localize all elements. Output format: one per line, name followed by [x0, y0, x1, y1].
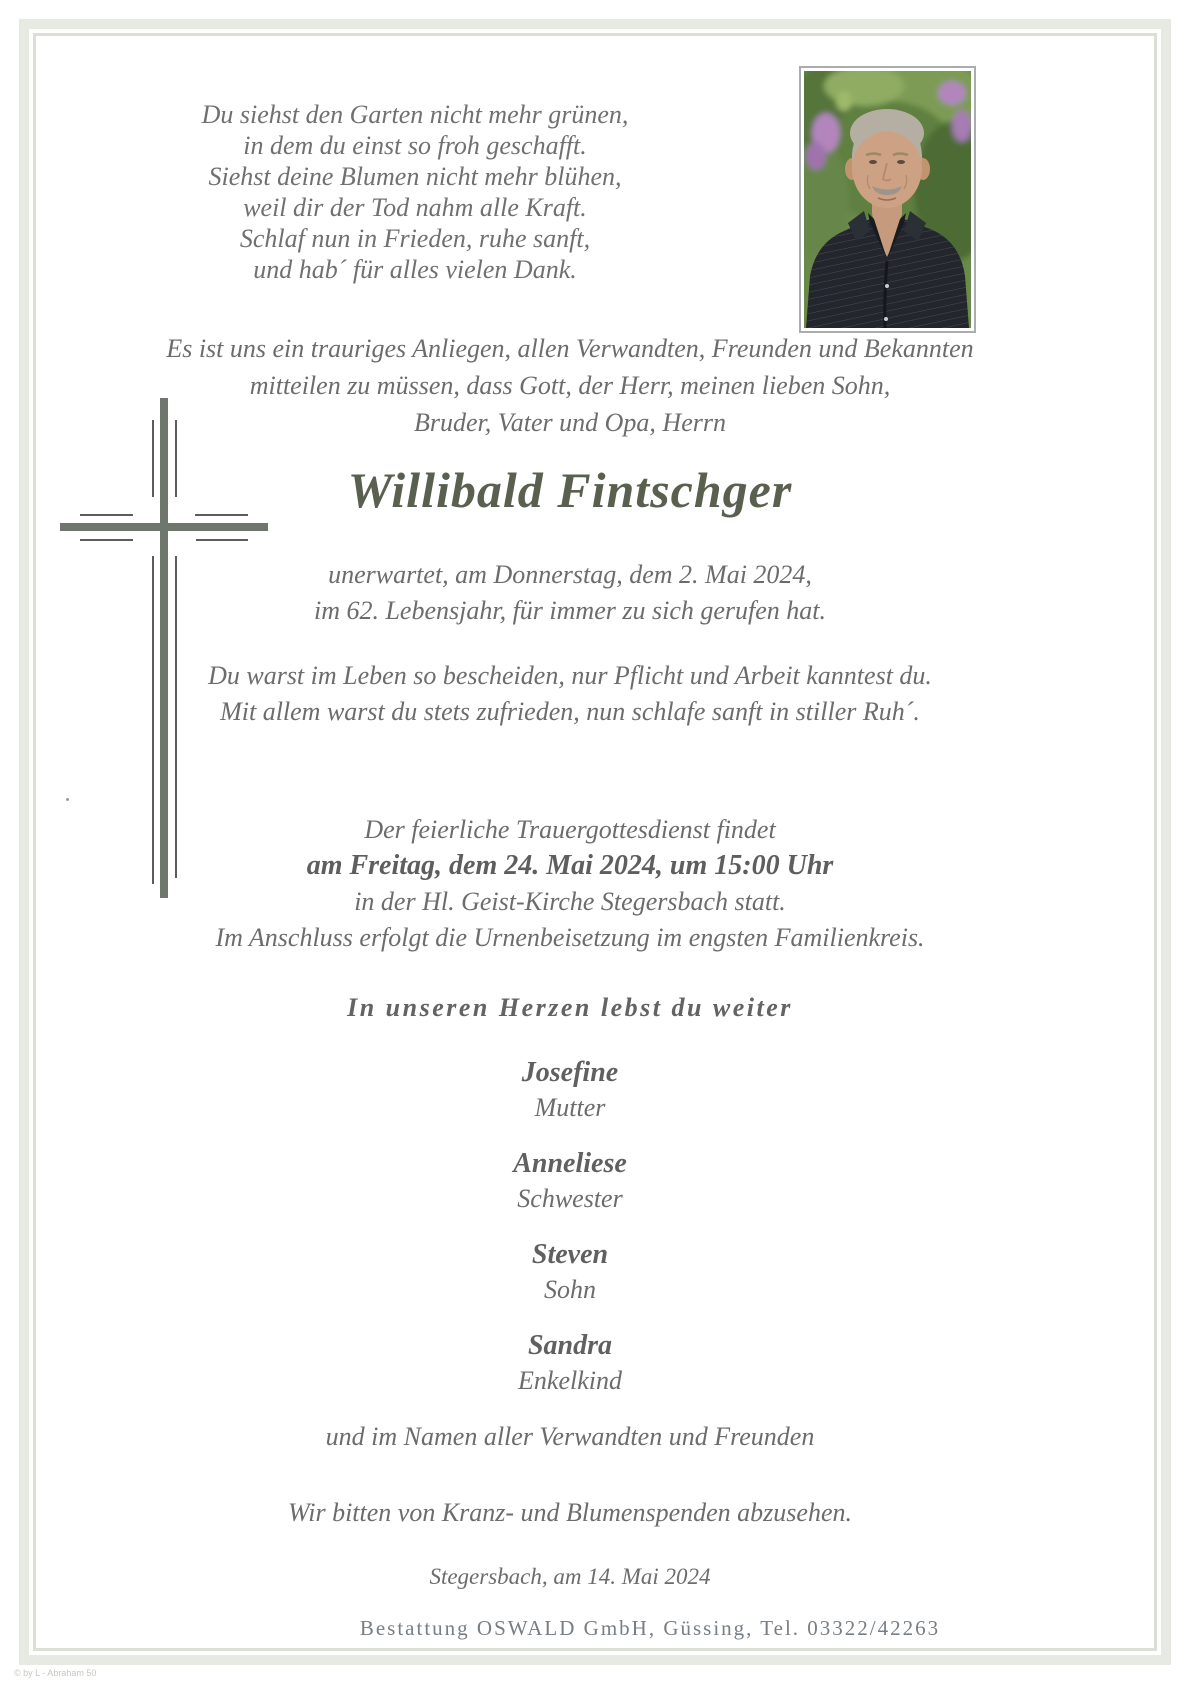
mourner-name: Josefine [521, 1057, 619, 1088]
service-location: in der Hl. Geist-Kirche Stegersbach statt. [354, 887, 786, 916]
service-intro: Der feierliche Trauergottesdienst findet [364, 815, 776, 844]
mourner-entry [95, 1329, 1045, 1397]
mourner-relation: Schwester [517, 1184, 623, 1213]
mourner-relation: Enkelkind [518, 1366, 622, 1395]
service-datetime: am Freitag, dem 24. Mai 2024, um 15:00 Uhr [306, 850, 834, 881]
relatives-line: und im Namen aller Verwandten und Freunden [325, 1422, 815, 1451]
announcement-line: Bruder, Vater und Opa, Herrn [414, 408, 726, 437]
mourner-name: Sandra [527, 1330, 613, 1361]
service-note: Im Anschluss erfolgt die Urnenbeisetzung im engsten Familienkreis. [215, 923, 925, 952]
donation-request-line: Wir bitten von Kranz- und Blumenspenden abzusehen. [288, 1498, 852, 1527]
scan-speck [66, 798, 69, 801]
announcement-line: mitteilen zu müssen, dass Gott, der Herr, meinen lieben Sohn, [249, 371, 891, 400]
poem-line: weil dir der Tod nahm alle Kraft. [243, 193, 587, 222]
death-info-line: unerwartet, am Donnerstag, dem 2. Mai 2024, [328, 560, 812, 589]
portrait-photo-art [804, 71, 971, 328]
announcement-line: Es ist uns ein trauriges Anliegen, allen Verwandten, Freunden und Bekannten [166, 334, 974, 363]
tribute-line: Mit allem warst du stets zufrieden, nun schlafe sanft in stiller Ruh´. [220, 697, 920, 726]
mourner-name: Anneliese [513, 1148, 627, 1179]
mourner-entry [95, 1056, 1045, 1124]
tribute-verse [70, 658, 1070, 730]
mourner-entry [95, 1147, 1045, 1215]
poem-line: Schlaf nun in Frieden, ruhe sanft, [239, 224, 591, 253]
service-details [95, 812, 1045, 956]
poem-line: in dem du einst so froh geschafft. [243, 131, 587, 160]
mourner-name: Steven [531, 1239, 609, 1270]
cross-accent-line [80, 539, 133, 541]
memorial-motto: In unseren Herzen lebst du weiter [347, 993, 793, 1022]
copyright-note: © by L - Abraham 50 [14, 1668, 97, 1678]
mourner-entry [95, 1238, 1045, 1306]
mourner-relation: Mutter [534, 1093, 606, 1122]
cross-horizontal-bar [60, 523, 268, 531]
funeral-home-line: Bestattung OSWALD GmbH, Güssing, Tel. 03322/42263 [359, 1616, 941, 1640]
mourner-relation: Sohn [544, 1275, 596, 1304]
place-date-line: Stegersbach, am 14. Mai 2024 [429, 1564, 711, 1589]
tribute-line: Du warst im Leben so bescheiden, nur Pflicht und Arbeit kanntest du. [208, 661, 932, 690]
announcement-text [70, 330, 1070, 441]
poem-line: und hab´ für alles vielen Dank. [253, 255, 577, 284]
death-info [95, 557, 1045, 629]
death-info-line: im 62. Lebensjahr, für immer zu sich gerufen hat. [313, 596, 827, 625]
poem-line: Siehst deine Blumen nicht mehr blühen, [208, 162, 622, 191]
portrait-photo [799, 66, 976, 333]
memorial-poem [145, 99, 685, 285]
cross-accent-line [196, 539, 248, 541]
deceased-name: Willibald Fintschger [347, 462, 793, 518]
poem-line: Du siehst den Garten nicht mehr grünen, [201, 100, 629, 129]
